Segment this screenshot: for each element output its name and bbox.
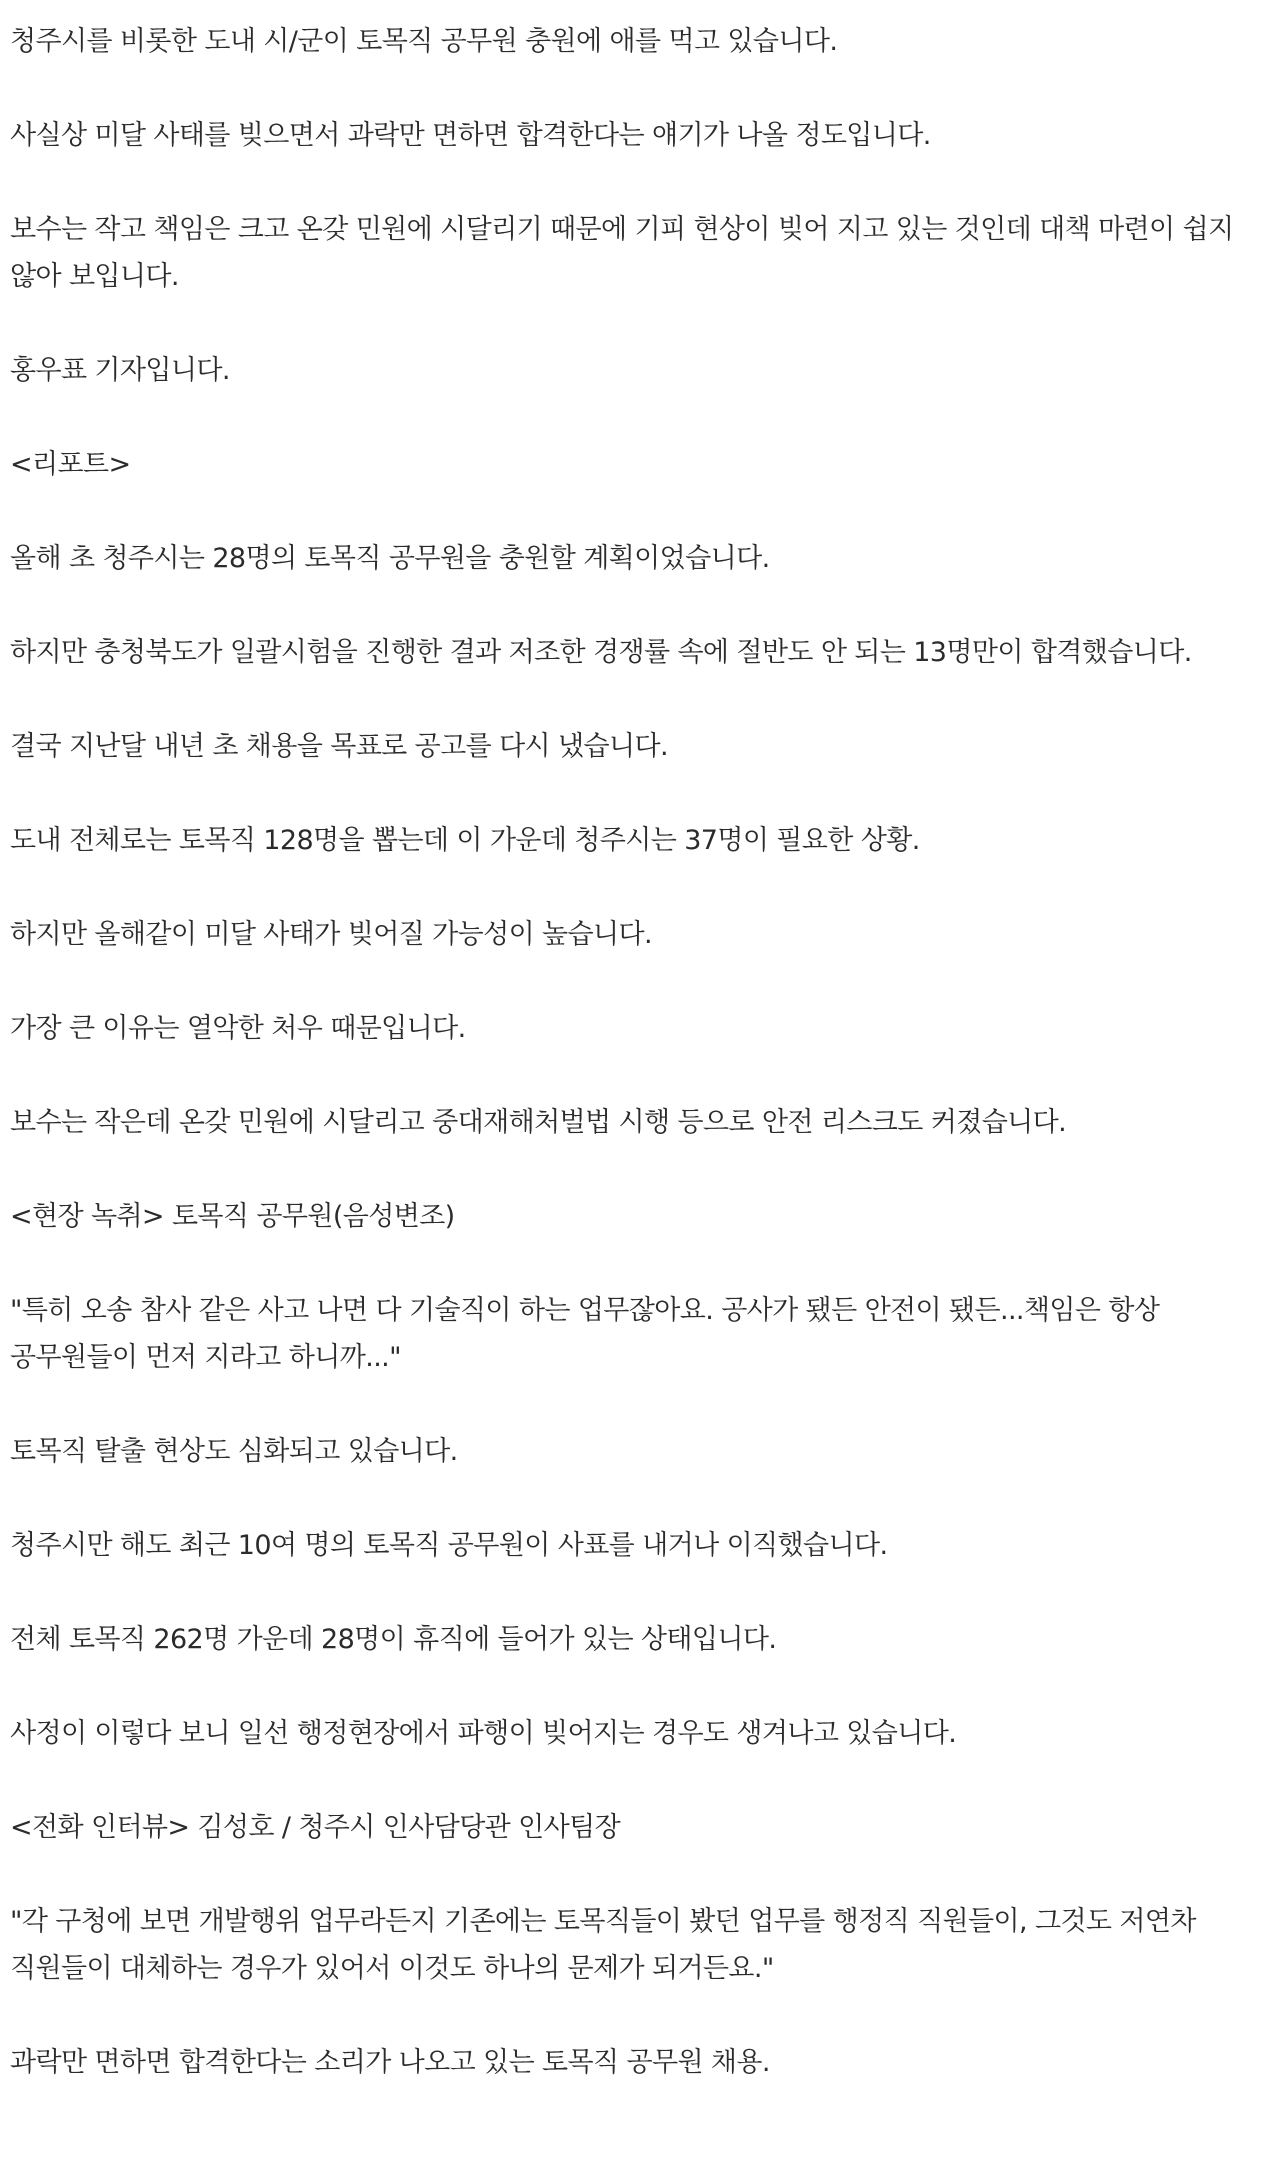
paragraph-lead: 사실상 미달 사태를 빚으면서 과락만 면하면 합격한다는 얘기가 나올 정도입니다. — [10, 120, 931, 151]
paragraph: 가장 큰 이유는 열악한 처우 때문입니다. — [10, 1013, 466, 1044]
quote: "특히 오송 참사 같은 사고 나면 다 기술직이 하는 업무잖아요. 공사가 됐든 안전이 됐든...책임은 항상 공무원들이 먼저 지라고 하니까..." — [10, 1295, 1160, 1373]
paragraph-lead: 청주시를 비롯한 도내 시/군이 토목직 공무원 충원에 애를 먹고 있습니다. — [10, 26, 838, 57]
paragraph: 하지만 올해같이 미달 사태가 빚어질 가능성이 높습니다. — [10, 919, 652, 950]
paragraph: 토목직 탈출 현상도 심화되고 있습니다. — [10, 1436, 458, 1467]
reporter-intro: 홍우표 기자입니다. — [10, 355, 230, 386]
paragraph: 보수는 작은데 온갖 민원에 시달리고 중대재해처벌법 시행 등으로 안전 리스크도 커졌습니다. — [10, 1107, 1067, 1138]
paragraph: 전체 토목직 262명 가운데 28명이 휴직에 들어가 있는 상태입니다. — [10, 1624, 777, 1655]
section-label-field-recording: <현장 녹취> 토목직 공무원(음성변조) — [10, 1201, 455, 1232]
quote: "각 구청에 보면 개발행위 업무라든지 기존에는 토목직들이 봤던 업무를 행정직 직원들이, 그것도 저연차 직원들이 대체하는 경우가 있어서 이것도 하나의 문제가 되거든요." — [10, 1906, 1196, 1984]
paragraph: 청주시만 해도 최근 10여 명의 토목직 공무원이 사표를 내거나 이직했습니다. — [10, 1530, 888, 1561]
paragraph: 하지만 충청북도가 일괄시험을 진행한 결과 저조한 경쟁률 속에 절반도 안 되는 13명만이 합격했습니다. — [10, 637, 1192, 668]
paragraph: 결국 지난달 내년 초 채용을 목표로 공고를 다시 냈습니다. — [10, 731, 668, 762]
paragraph: 올해 초 청주시는 28명의 토목직 공무원을 충원할 계획이었습니다. — [10, 543, 770, 574]
article-body — [10, 18, 1255, 2086]
section-label-phone-interview: <전화 인터뷰> 김성호 / 청주시 인사담당관 인사팀장 — [10, 1812, 621, 1843]
paragraph-lead: 보수는 작고 책임은 크고 온갖 민원에 시달리기 때문에 기피 현상이 빚어 지고 있는 것인데 대책 마련이 쉽지 않아 보입니다. — [10, 214, 1234, 292]
paragraph: 도내 전체로는 토목직 128명을 뽑는데 이 가운데 청주시는 37명이 필요한 상황. — [10, 825, 920, 856]
section-label-report: <리포트> — [10, 449, 131, 480]
paragraph: 과락만 면하면 합격한다는 소리가 나오고 있는 토목직 공무원 채용. — [10, 2047, 770, 2078]
paragraph: 사정이 이렇다 보니 일선 행정현장에서 파행이 빚어지는 경우도 생겨나고 있습니다. — [10, 1718, 957, 1749]
